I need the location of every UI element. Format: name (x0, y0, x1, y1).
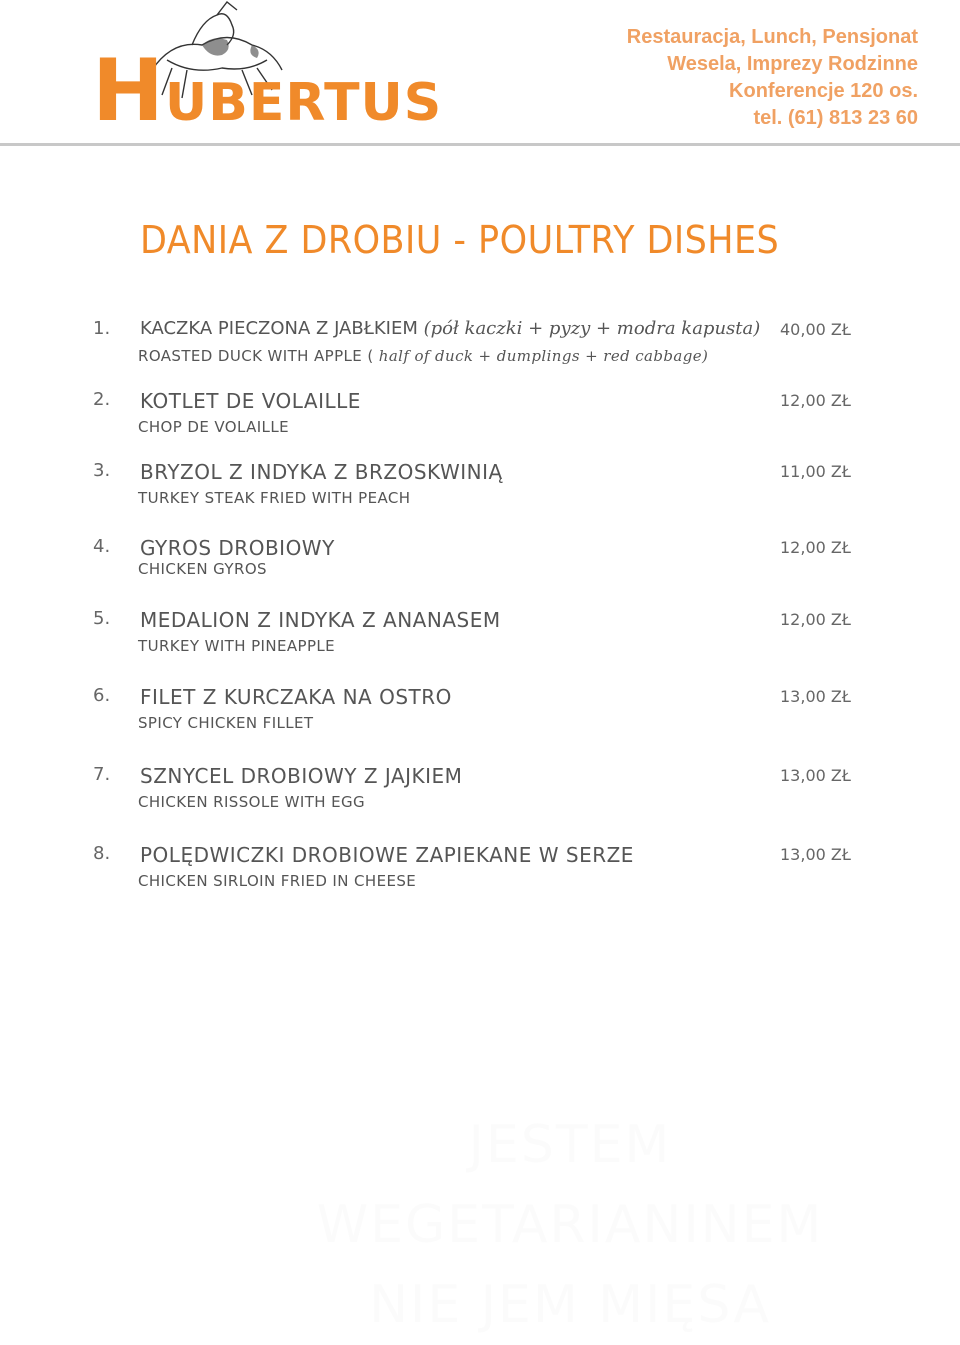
logo (92, 0, 443, 141)
contact-block (627, 24, 918, 132)
item-price: 11,00 ZŁ (780, 462, 851, 481)
watermark-line: NIE JEM MIĘSA (369, 1275, 771, 1335)
item-name: BRYZOL Z INDYKA Z BRZOSKWINIĄ (140, 460, 503, 484)
item-name-main: KACZKA PIECZONA Z JABŁKIEM (140, 318, 418, 339)
item-english-name (138, 347, 708, 365)
item-number: 1. (93, 318, 111, 339)
item-price: 13,00 ZŁ (780, 766, 851, 785)
item-price: 13,00 ZŁ (780, 687, 851, 706)
section-title: DANIA Z DROBIU - POULTRY DISHES (140, 218, 780, 262)
item-english-name: CHICKEN RISSOLE WITH EGG (138, 793, 366, 811)
item-name: KOTLET DE VOLAILLE (140, 389, 361, 413)
item-name: SZNYCEL DROBIOWY Z JAJKIEM (140, 764, 463, 788)
item-number: 6. (93, 685, 111, 706)
item-name: GYROS DROBIOWY (140, 536, 335, 560)
item-name: FILET Z KURCZAKA NA OSTRO (140, 685, 452, 709)
item-price: 12,00 ZŁ (780, 538, 851, 557)
item-number: 2. (93, 389, 111, 410)
item-number: 5. (93, 608, 111, 629)
contact-line-conferences: Konferencje 120 os. (729, 80, 918, 102)
header-divider (0, 143, 960, 146)
watermark-line: WEGETARIANINEM (316, 1195, 824, 1255)
item-name (140, 318, 760, 339)
contact-line-services: Restauracja, Lunch, Pensjonat (626, 26, 918, 48)
item-price: 12,00 ZŁ (780, 391, 851, 410)
item-price: 13,00 ZŁ (780, 845, 851, 864)
item-number: 8. (93, 843, 111, 864)
logo-wordmark (92, 41, 443, 141)
contact-line-events: Wesela, Imprezy Rodzinne (667, 53, 918, 75)
item-english-name: CHOP DE VOLAILLE (138, 418, 289, 436)
contact-line-phone: tel. (61) 813 23 60 (753, 107, 918, 129)
watermark-line: JESTEM (468, 1115, 672, 1175)
item-number: 7. (93, 764, 111, 785)
item-english-name: TURKEY WITH PINEAPPLE (138, 637, 336, 655)
item-number: 3. (93, 460, 111, 481)
item-english-name: TURKEY STEAK FRIED WITH PEACH (138, 489, 411, 507)
item-name-extra: (pół kaczki + pyzy + modra kapusta) (423, 318, 761, 339)
item-english-name: CHICKEN SIRLOIN FRIED IN CHEESE (138, 872, 417, 890)
item-name: MEDALION Z INDYKA Z ANANASEM (140, 608, 501, 632)
item-price: 40,00 ZŁ (780, 320, 851, 339)
item-price: 12,00 ZŁ (780, 610, 851, 629)
item-english-main: ROASTED DUCK WITH APPLE ( (138, 347, 374, 365)
item-name: POLĘDWICZKI DROBIOWE ZAPIEKANE W SERZE (140, 843, 634, 867)
item-english-name: SPICY CHICKEN FILLET (138, 714, 314, 732)
logo-first-letter: H (92, 41, 165, 141)
watermark (0, 1105, 960, 1345)
logo-rest: UBERTUS (164, 73, 443, 133)
item-english-extra: half of duck + dumplings + red cabbage) (378, 347, 709, 365)
item-english-name: CHICKEN GYROS (138, 560, 267, 578)
item-number: 4. (93, 536, 111, 557)
